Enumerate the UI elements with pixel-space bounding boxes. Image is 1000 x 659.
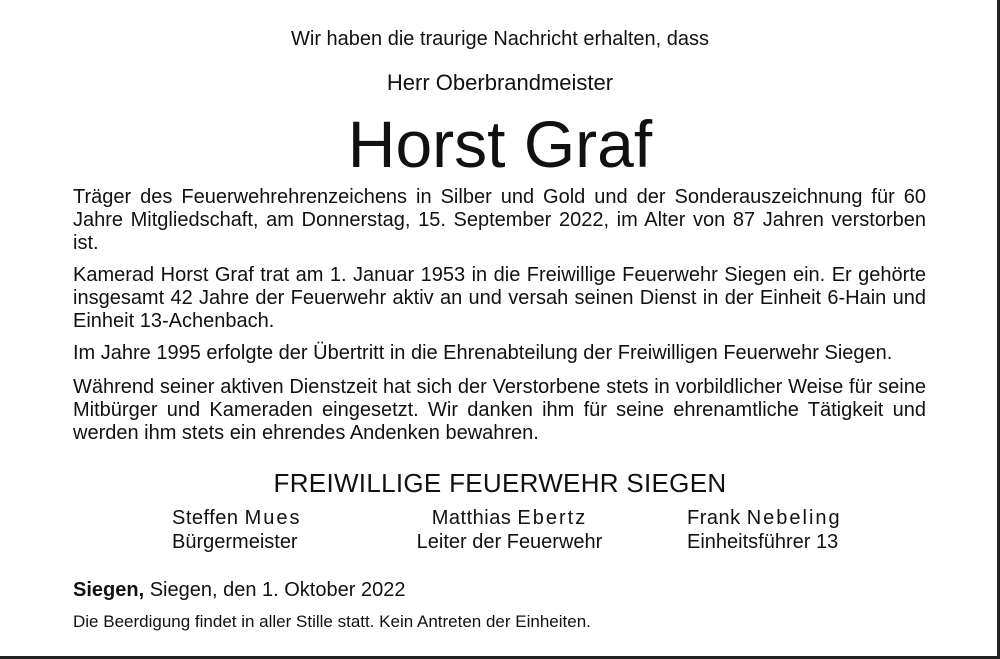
signatory-unit-leader [687,506,842,554]
signatory-last-name: Nebeling [746,507,842,529]
paragraph-honorary: Im Jahre 1995 erfolgte der Übertritt in die Ehrenabteilung der Freiwilligen Feuerwehr Siegen. [73,342,893,364]
signatory-name [172,506,302,530]
signatory-role: Leiter der Feuerwehr [416,531,603,553]
paragraph-honors: Träger des Feuerwehrehrenzeichens in Silber und Gold und der Sonderauszeichnung für 60 Jahre Mitgliedschaft, am Donnerstag, 15. September 2022, im Alter von 87 Jahren verstorben ist. [73,186,926,254]
signatory-name [397,506,622,530]
signatory-role: Einheitsführer 13 [687,531,839,553]
rank-title: Herr Oberbrandmeister [386,70,614,95]
signatory-last-name: Mues [244,507,302,529]
organization-name: FREIWILLIGE FEUERWEHR SIEGEN [273,468,727,498]
place-date-text: Siegen, den 1. Oktober 2022 [144,579,406,601]
intro-line: Wir haben die traurige Nachricht erhalten, dass [291,28,709,50]
signatory-first-name: Steffen [172,507,239,529]
place-date [73,579,405,602]
paragraph-service: Kamerad Horst Graf trat am 1. Januar 1953 in die Freiwillige Feuerwehr Siegen ein. Er gehörte insgesamt 42 Jahre der Feuerwehr aktiv an und versah seinen Dienst in der Einheit 6-Hain und Einheit 13-Achenbach. [73,264,926,332]
signatory-role: Bürgermeister [172,531,298,553]
paragraph-gratitude: Während seiner aktiven Dienstzeit hat sich der Verstorbene stets in vorbildlicher Weise für seine Mitbürger und Kameraden eingesetzt. Wir danken ihm für seine ehrenamtliche Tätigkeit und werden ihm stets ein ehrendes Andenken bewahren. [73,376,926,444]
signatory-mayor [172,506,302,554]
signatory-last-name: Ebertz [517,507,588,529]
place-name: Siegen, [73,579,145,601]
signatory-first-name: Frank [687,507,741,529]
funeral-note: Die Beerdigung findet in aller Stille statt. Kein Antreten der Einheiten. [73,612,591,631]
signatory-first-name: Matthias [431,507,512,529]
deceased-name: Horst Graf [347,107,653,181]
signatory-fire-chief [397,506,622,554]
signatory-name [687,506,842,530]
